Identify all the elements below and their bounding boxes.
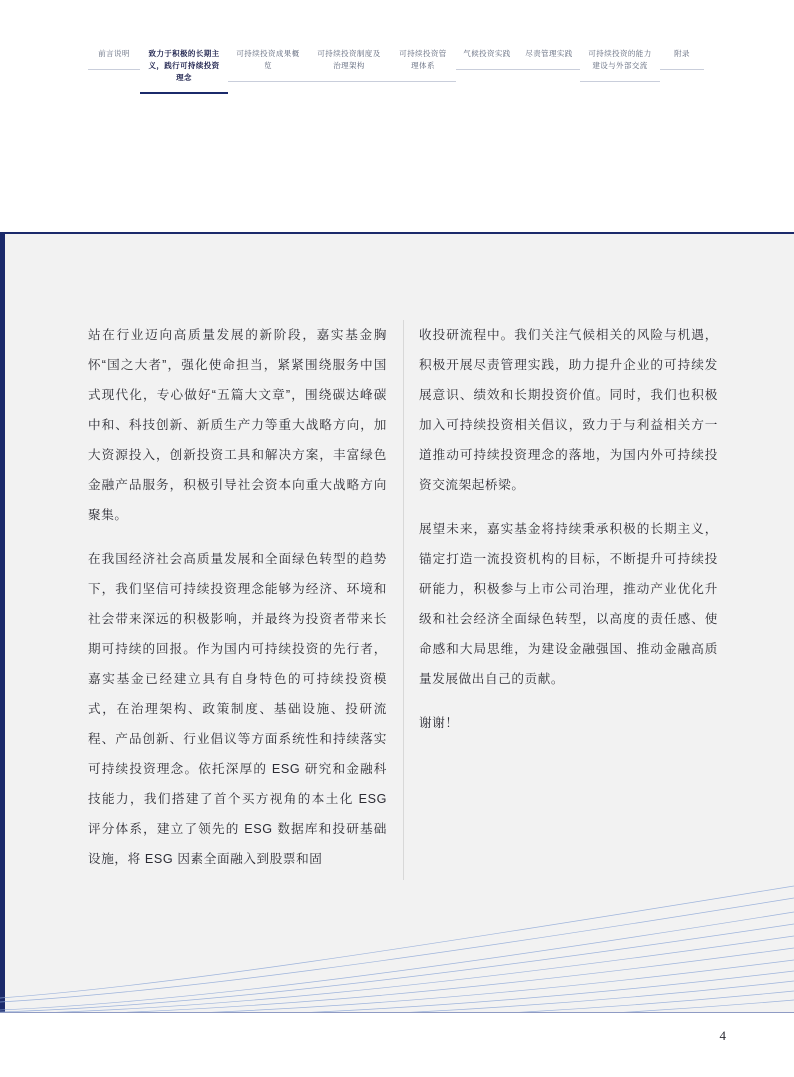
left-accent-bar bbox=[0, 232, 5, 1012]
section-tab-list bbox=[88, 40, 728, 94]
left-text-column bbox=[88, 320, 387, 874]
nav-tab-capacity-building[interactable]: 可持续投资的能力建设与外部交流 bbox=[580, 40, 660, 82]
nav-tab-underline bbox=[580, 81, 660, 82]
nav-tab-underline bbox=[518, 69, 580, 70]
nav-tab-management-system[interactable]: 可持续投资管理体系 bbox=[390, 40, 456, 82]
nav-tab-underline bbox=[390, 81, 456, 82]
nav-tab-climate-practice[interactable]: 气候投资实践 bbox=[456, 40, 518, 70]
page-number: 4 bbox=[719, 1028, 726, 1043]
nav-tab-results-overview[interactable]: 可持续投资成果概览 bbox=[228, 40, 308, 82]
nav-tab-underline bbox=[456, 69, 518, 70]
body-text-columns bbox=[88, 320, 718, 874]
right-text-column bbox=[419, 320, 718, 874]
nav-tab-appendix[interactable]: 附录 bbox=[660, 40, 704, 70]
closing-thanks: 谢谢！ bbox=[419, 716, 459, 730]
footer-divider bbox=[0, 1012, 794, 1013]
section-tab-bar bbox=[0, 0, 794, 232]
nav-tab-underline bbox=[88, 69, 140, 70]
nav-tab-underline bbox=[660, 69, 704, 70]
nav-tab-stewardship-practice[interactable]: 尽责管理实践 bbox=[518, 40, 580, 70]
paragraph: 在我国经济社会高质量发展和全面绿色转型的趋势下，我们坚信可持续投资理念能够为经济、环境和社会带来深远的积极影响，并最终为投资者带来长期可持续的回报。作为国内可持续投资的先行者，嘉实基金已经建立具有自身特色的可持续投资模式，在治理架构、政策制度、基础设施、投研流程、产品创新、行业倡议等方面系统性和持续落实可持续投资理念。依托深厚的 ESG 研究和金融科技能力，我们搭建了首个买方视角的本土化 ESG 评分体系，建立了领先的 ESG 数据库和投研基础设施，将 ESG 因素全面融入到股票和固 bbox=[88, 552, 387, 866]
paragraph: 展望未来，嘉实基金将持续秉承积极的长期主义，锚定打造一流投资机构的目标，不断提升可持续投研能力，积极参与上市公司治理，推动产业优化升级和社会经济全面绿色转型，以高度的责任感、使命感和大局思维，为建设金融强国、推动金融高质量发展做出自己的贡献。 bbox=[419, 522, 718, 686]
nav-tab-underline-active bbox=[140, 92, 228, 94]
nav-tab-preface[interactable]: 前言说明 bbox=[88, 40, 140, 70]
nav-tab-long-termism[interactable]: 致力于积极的长期主义，践行可持续投资理念 bbox=[140, 40, 228, 94]
nav-tab-underline bbox=[228, 81, 308, 82]
nav-tab-underline bbox=[308, 81, 390, 82]
paragraph: 站在行业迈向高质量发展的新阶段，嘉实基金胸怀“国之大者”，强化使命担当，紧紧围绕服务中国式现代化，专心做好“五篇大文章”，围绕碳达峰碳中和、科技创新、新质生产力等重大战略方向，加大资源投入，创新投资工具和解决方案，丰富绿色金融产品服务，积极引导社会资本向重大战略方向聚集。 bbox=[88, 328, 387, 522]
nav-tab-system-governance[interactable]: 可持续投资制度及治理架构 bbox=[308, 40, 390, 82]
page-footer bbox=[0, 1012, 794, 1077]
paragraph: 收投研流程中。我们关注气候相关的风险与机遇，积极开展尽责管理实践，助力提升企业的可持续发展意识、绩效和长期投资价值。同时，我们也积极加入可持续投资相关倡议，致力于与利益相关方一道推动可持续投资理念的落地，为国内外可持续投资交流架起桥梁。 bbox=[419, 328, 718, 492]
